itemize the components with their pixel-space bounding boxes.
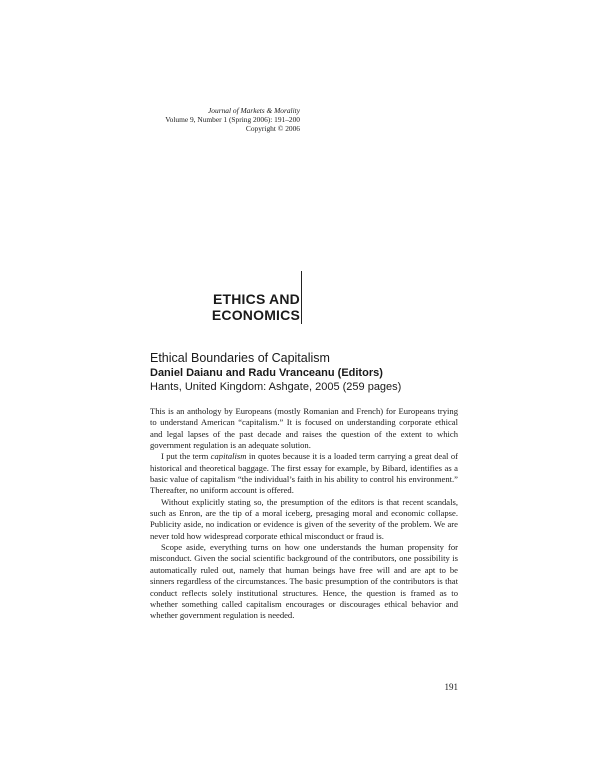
section-title-line-1: ETHICS AND xyxy=(212,291,300,307)
journal-name: Journal of Markets & Morality xyxy=(208,106,300,115)
section-vertical-rule xyxy=(301,271,302,324)
review-header xyxy=(150,351,470,394)
journal-copyright: Copyright © 2006 xyxy=(245,124,300,133)
journal-header xyxy=(150,106,300,133)
paragraph-2-rest: in quotes because it is a loaded term carrying a great deal of historical and theoretical baggage. The first essay for example, by Bibard, identifies as a basic value of capitalism “the individual’s faith in his ability to control his environment.” Thereafter, no uniform account is offered. xyxy=(150,451,458,496)
page-number: 191 xyxy=(444,682,458,692)
paragraph-1: This is an anthology by Europeans (mostly Romanian and French) for Europeans trying to understand American “capitalism.” It is focused on understanding corporate ethical and legal lapses of the past decade and raises the question of the extent to which government regulation is an adequate solution. xyxy=(150,406,458,451)
book-publication: Hants, United Kingdom: Ashgate, 2005 (259 pages) xyxy=(150,381,402,393)
section-title-line-2: ECONOMICS xyxy=(211,307,300,323)
italic-term: capitalism xyxy=(210,451,247,462)
review-body xyxy=(150,406,458,622)
paragraph-2 xyxy=(150,451,458,496)
paragraph-2-start: I put the term xyxy=(161,451,211,462)
paragraph-3: Without explicitly stating so, the presumption of the editors is that recent scandals, such as Enron, are the tip of a moral iceberg, presaging moral and economic collapse. Publicity aside, no indication or evidence is given of the severity of the problem. We are never told how widespread corporate ethical misconduct or fraud is. xyxy=(150,496,458,541)
book-title: Ethical Boundaries of Capitalism xyxy=(150,351,330,365)
section-heading xyxy=(150,291,300,323)
book-editors: Daniel Daianu and Radu Vranceanu (Editors) xyxy=(150,367,383,379)
paragraph-4: Scope aside, everything turns on how one understands the human propensity for misconduct. Given the social scientific background of the contributors, one possibility is automatically ruled out, namely that human beings have free will and are apt to be sinners regardless of the circumstances. The basic presumption of the contributors is that conduct reflects solely institutional structures. Hence, the question is framed as to whether something called capitalism encourages or discourages ethical behavior and whether government regulation is needed. xyxy=(150,542,458,621)
journal-volume: Volume 9, Number 1 (Spring 2006): 191–200 xyxy=(165,115,300,124)
